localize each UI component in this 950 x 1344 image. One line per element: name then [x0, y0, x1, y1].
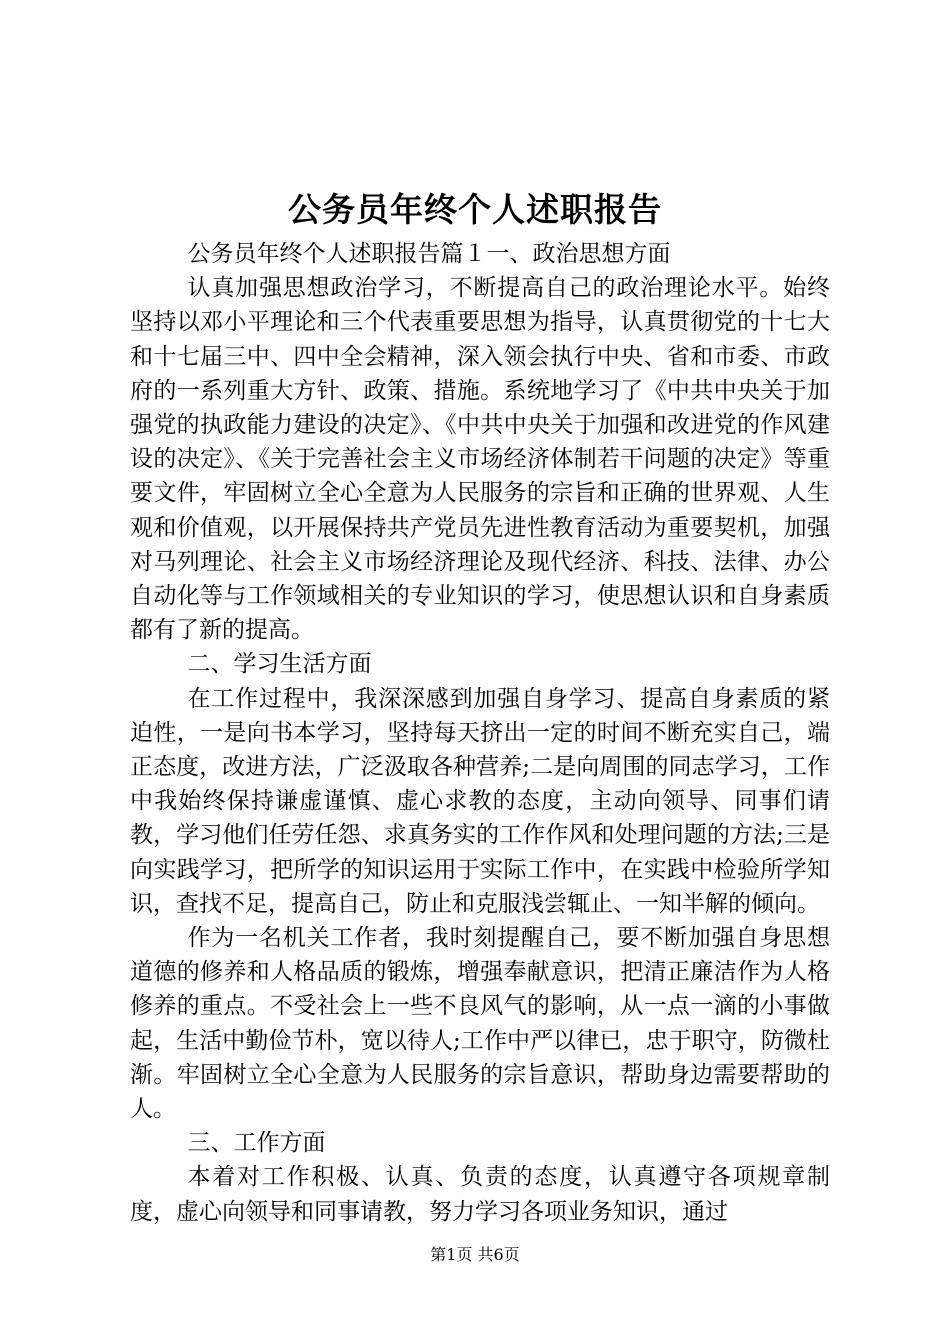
- paragraph-intro: 公务员年终个人述职报告篇１一、政治思想方面: [187, 241, 671, 267]
- section-heading-study-life: 二、学习生活方面: [187, 651, 372, 678]
- paragraph-political-study: 认真加强思想政治学习，不断提高自己的政治理论水平。始终坚持以邓小平理论和三个代表重要思想为指导，认真贯彻党的十七大和十七届三中、四中全会精神，深入领会执行中央、省和市委、市政府的一系列重大方针、政策、措施。系统地学习了《中共中央关于加强党的执政能力建设的决定》、《中共中央关于加强和改进党的作风建设的决定》、《关于完善社会主义市场经济体制若干问题的决定》等重要文件，牢固树立全心全意为人民服务的宗旨和正确的世界观、人生观和价值观，以开展保持共产党员先进性教育活动为重要契机，加强对马列理论、社会主义市场经济理论及现代经济、科技、法律、办公自动化等与工作领域相关的专业知识的学习，使思想认识和自身素质都有了新的提高。: [130, 275, 830, 644]
- document-title: 公务员年终个人述职报告: [288, 190, 662, 229]
- paragraph-self-study: 在工作过程中，我深深感到加强自身学习、提高自身素质的紧迫性，一是向书本学习，坚持每天挤出一定的时间不断充实自己，端正态度，改进方法，广泛汲取各种营养;二是向周围的同志学习，工作中我始终保持谦虚谨慎、虚心求教的态度，主动向领导、同事们请教，学习他们任劳任怨、求真务实的工作作风和处理问题的方法;三是向实践学习，把所学的知识运用于实际工作中，在实践中检验所学知识，查找不足，提高自己，防止和克服浅尝辄止、一知半解的倾向。: [130, 685, 830, 917]
- paragraph-work-attitude: 本着对工作积极、认真、负责的态度，认真遵守各项规章制度，虚心向领导和同事请教，努力学习各项业务知识，通过: [130, 1164, 830, 1225]
- document-body: [130, 237, 830, 1229]
- section-heading-work: 三、工作方面: [187, 1130, 326, 1157]
- page-footer: 第1页 共6页: [430, 1245, 520, 1264]
- paragraph-moral-cultivation: 作为一名机关工作者，我时刻提醒自己，要不断加强自身思想道德的修养和人格品质的锻炼，增强奉献意识，把清正廉洁作为人格修养的重点。不受社会上一些不良风气的影响，从一点一滴的小事做起，生活中勤俭节朴，宽以待人;工作中严以律已，忠于职守，防微杜渐。牢固树立全心全意为人民服务的宗旨意识，帮助身边需要帮助的人。: [130, 925, 830, 1123]
